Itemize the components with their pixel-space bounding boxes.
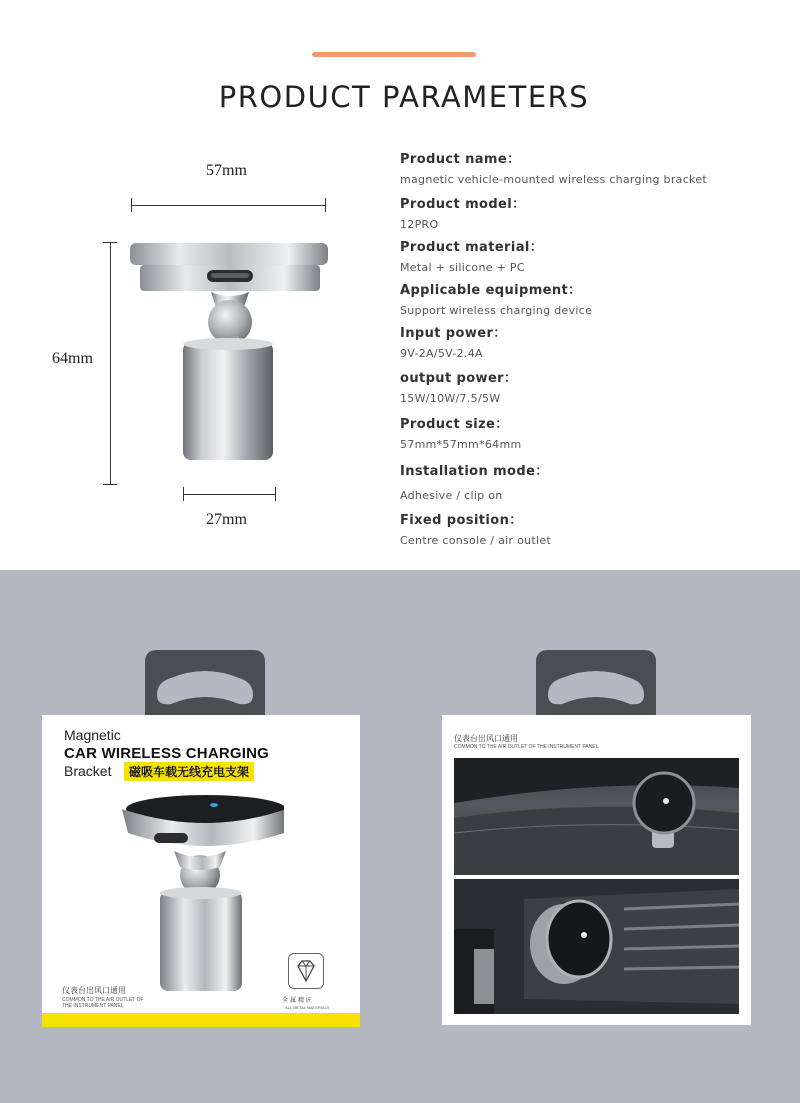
package-chinese-badge: 磁吸车载无线充电支架 [124,762,254,781]
yellow-strip [42,1013,360,1027]
spec-item-product-material: Product material： Metal + silicone + PC [400,240,544,274]
width-dimension-tick [131,198,132,212]
accent-bar [312,52,476,57]
height-dimension-tick [103,242,117,243]
spec-item-applicable-equipment: Applicable equipment： Support wireless charging device [400,283,593,317]
packaging-section [0,570,800,1103]
spec-item-installation-mode: Installation mode： Adhesive / clip on [400,464,549,502]
spec-item-product-size: Product size： 57mm*57mm*64mm [400,417,522,451]
package-title-line3: Bracket [64,763,112,779]
diamond-icon [288,953,324,989]
height-dimension-label: 64mm [52,350,93,367]
page-title: PRODUCT PARAMETERS [218,80,590,114]
height-dimension-line [110,242,111,484]
height-dimension-tick [103,484,117,485]
spec-item-input-power: Input power： 9V-2A/5V-2.4A [400,326,507,360]
package-back-english-title: COMMON TO THE AIR OUTLET OF THE INSTRUMENT PANEL [454,744,599,750]
width-dimension-label: 57mm [206,162,247,179]
package-english-note: COMMON TO THE AIR OUTLET OF THE INSTRUMENT PANEL [62,997,144,1009]
base-dimension-tick [275,487,276,501]
spec-item-product-name: Product name： magnetic vehicle-mounted wireless charging bracket [400,152,707,186]
package-chinese-note: 仪表台出风口通用 [62,986,126,995]
base-dimension-line [183,494,275,495]
spec-item-fixed-position: Fixed position： Centre console / air outlet [400,513,552,547]
air-vent-mount-photo [454,879,739,1014]
base-dimension-label: 27mm [206,511,247,528]
package-title-line2: CAR WIRELESS CHARGING [64,745,270,762]
base-dimension-tick [183,487,184,501]
spec-item-product-model: Product model： 12PRO [400,197,526,231]
package-product-image [114,793,284,993]
gem-english-label: ALL METAL MATERIALS [285,1005,330,1010]
package-title-line1: Magnetic [64,727,121,743]
width-dimension-tick [325,198,326,212]
gem-chinese-label: 全属精匠 [282,997,315,1004]
box-hanger-tab [135,650,275,720]
box-hanger-tab [526,650,666,720]
package-front [42,715,360,1027]
dashboard-mount-photo [454,758,739,875]
package-back [442,715,751,1025]
spec-item-output-power: output power： 15W/10W/7.5/5W [400,371,518,405]
width-dimension-line [131,205,325,206]
charger-product-image [125,240,335,470]
package-back-chinese-title: 仪表台出风口通用 [454,734,518,743]
